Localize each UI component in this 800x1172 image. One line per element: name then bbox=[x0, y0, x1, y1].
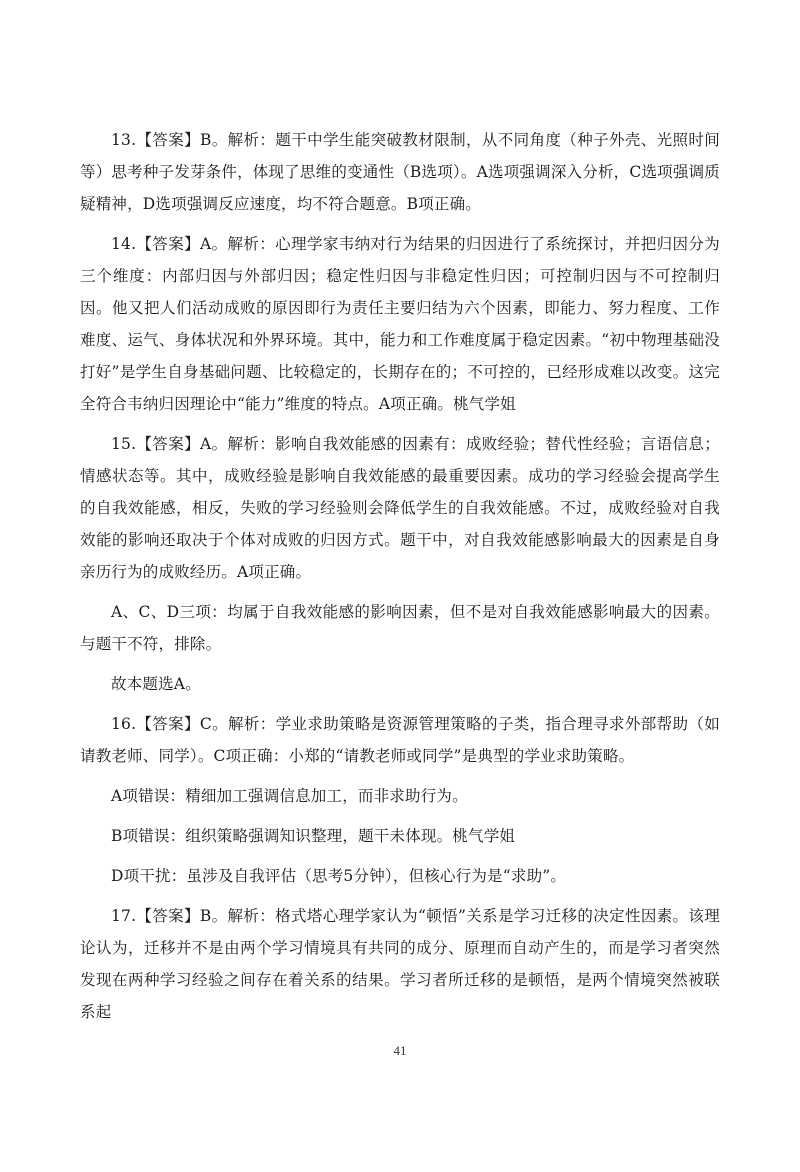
paragraph-q13: 13.【答案】B。解析：题干中学生能突破教材限制，从不同角度（种子外壳、光照时间等）思考种子发芽条件，体现了思维的变通性（B选项）。A选项强调深入分析，C选项强调质疑精神，D选项强调反应速度，均不符合题意。B项正确。 bbox=[80, 131, 720, 213]
paragraph-q15: 15.【答案】A。解析：影响自我效能感的因素有：成败经验；替代性经验；言语信息；情感状态等。其中，成败经验是影响自我效能感的最重要因素。成功的学习经验会提高学生的自我效能感，相反，失败的学习经验则会降低学生的自我效能感。不过，成败经验对自我效能的影响还取决于个体对成败的归因方式。题干中，对自我效能感影响最大的因素是自身亲历行为的成败经历。A项正确。 bbox=[80, 435, 720, 581]
paragraph-q16: 16.【答案】C。解析：学业求助策略是资源管理策略的子类，指合理寻求外部帮助（如请教老师、同学）。C项正确：小郑的“请教老师或同学”是典型的学业求助策略。 bbox=[80, 715, 720, 765]
paragraph-q14: 14.【答案】A。解析：心理学家韦纳对行为结果的归因进行了系统探讨，并把归因分为三个维度：内部归因与外部归因；稳定性归因与非稳定性归因；可控制归因与不可控制归因。他又把人们活动成败的原因即行为责任主要归结为六个因素，即能力、努力程度、工作难度、运气、身体状况和外界环境。其中，能力和工作难度属于稳定因素。“初中物理基础没打好”是学生自身基础问题、比较稳定的，长期存在的；不可控的，已经形成难以改变。这完全符合韦纳归因理论中“能力”维度的特点。A项正确。桃气学姐 bbox=[80, 235, 720, 413]
paragraph-q16-option-a: A项错误：精细加工强调信息加工，而非求助行为。 bbox=[111, 787, 468, 805]
paragraph-q17: 17.【答案】B。解析：格式塔心理学家认为“顿悟”关系是学习迁移的决定性因素。该理论认为，迁移并不是由两个学习情境具有共同的成分、原理而自动产生的，而是学习者突然发现在两种学习经验之间存在着关系的结果。学习者所迁移的是顿悟，是两个情境突然被联系起 bbox=[80, 907, 720, 1021]
answer-explanations bbox=[80, 124, 720, 1028]
paragraph-q15-options: A、C、D三项：均属于自我效能感的影响因素，但不是对自我效能感影响最大的因素。与题干不符，排除。 bbox=[80, 603, 720, 653]
paragraph-q16-option-d: D项干扰：虽涉及自我评估（思考5分钟），但核心行为是“求助”。 bbox=[111, 867, 567, 885]
paragraph-q15-conclusion: 故本题选A。 bbox=[111, 675, 201, 693]
page-number: 41 bbox=[393, 1043, 407, 1058]
paragraph-q16-option-b: B项错误：组织策略强调知识整理，题干未体现。桃气学姐 bbox=[111, 827, 516, 845]
